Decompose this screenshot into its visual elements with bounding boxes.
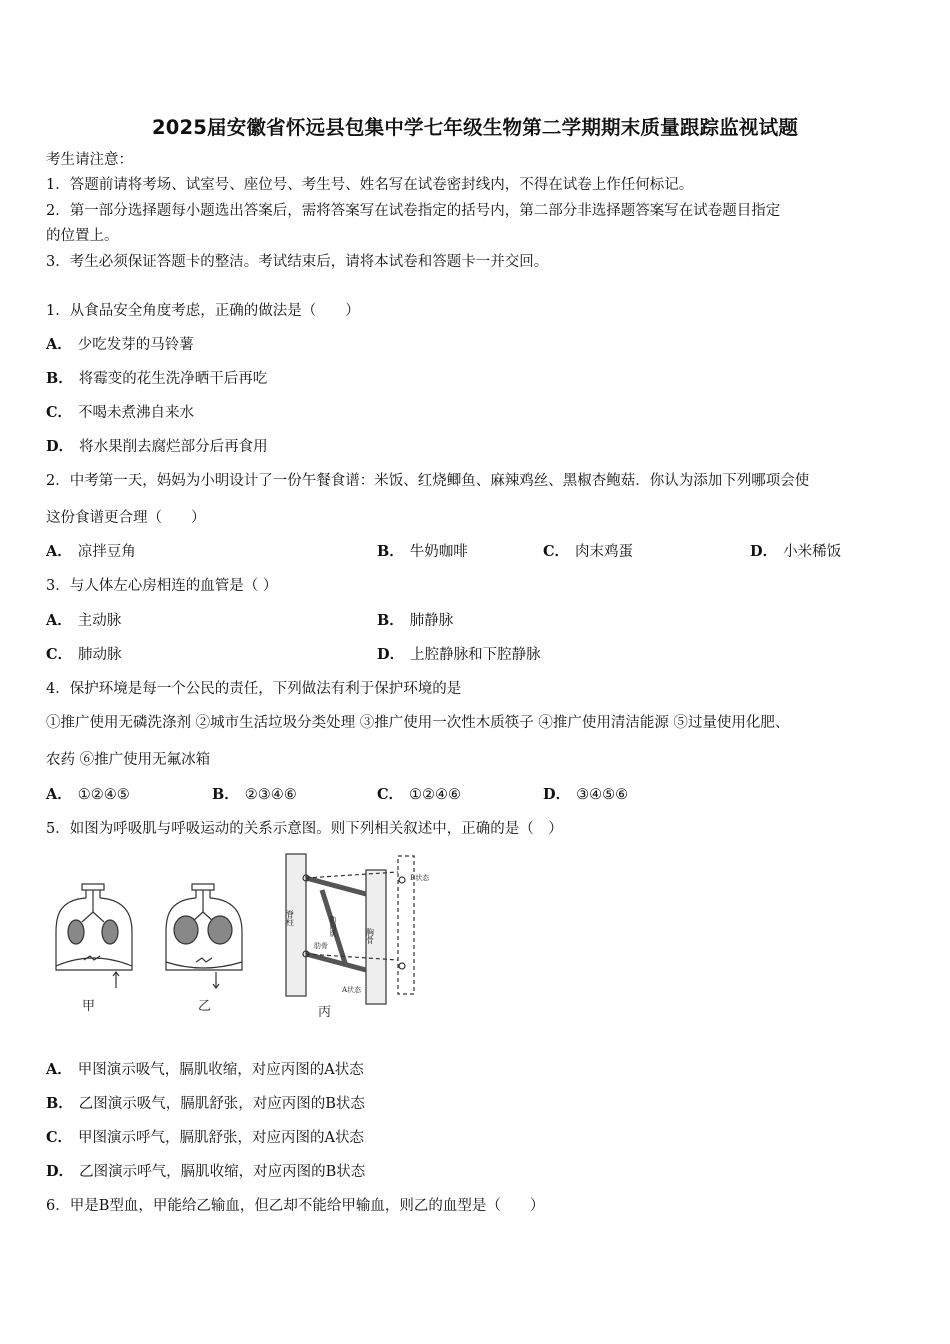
option-letter: A． [46, 543, 72, 560]
option-letter: C． [377, 786, 404, 803]
q4-option-d [543, 786, 628, 804]
option-letter: B． [212, 786, 239, 803]
q3-option-c [46, 646, 122, 664]
q3-stem: 3．与人体左心房相连的血管是（ ） [46, 578, 278, 594]
option-text: 肺静脉 [409, 613, 454, 629]
option-text: 上腔静脉和下腔静脉 [410, 647, 541, 663]
figure-label-state-a: A状态 [342, 986, 362, 994]
q1-option-b [46, 370, 267, 388]
notice-item-3: 3．考生必须保证答题卡的整洁。考试结束后，请将本试卷和答题卡一并交回。 [46, 254, 549, 270]
q2-stem-line1: 2．中考第一天，妈妈为小明设计了一份午餐食谱：米饭、红烧鲫鱼、麻辣鸡丝、黑椒杏鲍菇．你认为添加下列哪项会使 [46, 473, 810, 489]
option-text: 将霉变的花生洗净晒干后再吃 [78, 371, 268, 387]
option-text: 乙图演示吸气，膈肌舒张，对应丙图的B状态 [78, 1096, 365, 1112]
option-text: 少吃发芽的马铃薯 [77, 337, 194, 353]
breathing-diagram [46, 850, 430, 1020]
q4-option-a [46, 786, 130, 804]
option-text: 肉末鸡蛋 [575, 544, 634, 560]
option-text: ①②④⑥ [409, 787, 462, 803]
option-text: 甲图演示呼气，膈肌舒张，对应丙图的A状态 [78, 1130, 365, 1146]
q2-option-b [377, 543, 468, 561]
option-text: 乙图演示呼气，膈肌收缩，对应丙图的B状态 [79, 1164, 366, 1180]
notice-item-1: 1．答题前请将考场、试室号、座位号、考生号、姓名写在试卷密封线内，不得在试卷上作任何标记。 [46, 177, 694, 193]
q3-option-a [46, 612, 121, 630]
option-letter: C． [46, 646, 73, 663]
notice-heading: 考生请注意： [46, 152, 133, 168]
notice-item-2-cont: 的位置上。 [46, 228, 119, 244]
option-letter: D． [543, 786, 571, 803]
q5-stem: 5．如图为呼吸肌与呼吸运动的关系示意图。则下列相关叙述中，正确的是（ ） [46, 821, 563, 837]
q2-stem-line2: 这份食谱更合理（ ） [46, 510, 206, 526]
q3-option-b [377, 612, 453, 630]
bell-jar-yi-icon [166, 884, 242, 988]
option-letter: C． [543, 543, 570, 560]
option-letter: B． [46, 370, 73, 387]
q5-option-a [46, 1061, 364, 1079]
q1-option-c [46, 404, 194, 422]
figure-label-jia: 甲 [82, 999, 96, 1014]
option-letter: C． [46, 1129, 73, 1146]
q1-option-d [46, 438, 268, 456]
q5-option-b [46, 1095, 365, 1113]
option-text: 将水果削去腐烂部分后再食用 [79, 439, 268, 455]
q4-option-c [377, 786, 461, 804]
q4-items-line2: 农药 ⑥推广使用无氟冰箱 [46, 752, 211, 768]
figure-label-state-b: B状态 [410, 874, 430, 882]
option-text: 凉拌豆角 [77, 544, 136, 560]
q4-option-b [212, 786, 297, 804]
option-text: ①②④⑤ [77, 787, 130, 803]
option-text: 肺动脉 [78, 647, 122, 663]
figure-label-yi: 乙 [198, 999, 212, 1014]
q2-option-d [750, 543, 841, 561]
option-text: 牛奶咖啡 [409, 544, 468, 560]
figure-label-sternum: 胸骨 [365, 928, 375, 944]
q4-items-line1: ①推广使用无磷洗涤剂 ②城市生活垃圾分类处理 ③推广使用一次性木质筷子 ④推广使用清洁能源 ⑤过量使用化肥、 [46, 715, 790, 731]
q2-option-a [46, 543, 136, 561]
bell-jar-jia-icon [56, 884, 132, 988]
figure-label-spine: 脊柱 [285, 910, 295, 926]
option-letter: D． [46, 438, 74, 455]
option-text: 不喝未煮沸自来水 [78, 405, 195, 421]
q2-option-c [543, 543, 633, 561]
q1-option-a [46, 336, 194, 354]
q1-stem: 1．从食品安全角度考虑，正确的做法是（ ） [46, 303, 360, 319]
option-letter: D． [377, 646, 405, 663]
option-letter: D． [750, 543, 778, 560]
exam-title: 2025届安徽省怀远县包集中学七年级生物第二学期期末质量跟踪监视试题 [151, 116, 799, 139]
option-letter: A． [46, 612, 72, 629]
option-letter: B． [46, 1095, 73, 1112]
option-text: ②③④⑥ [244, 787, 297, 803]
option-text: 主动脉 [77, 613, 122, 629]
option-text: 甲图演示吸气，膈肌收缩，对应丙图的A状态 [77, 1062, 364, 1078]
q5-option-d [46, 1163, 365, 1181]
option-letter: A． [46, 1061, 72, 1078]
figure-label-rib: 肋骨 [314, 942, 328, 950]
rib-model-bing-icon [286, 854, 414, 1004]
option-letter: A． [46, 786, 72, 803]
figure-label-muscle: 肋间肌 [329, 916, 337, 937]
q4-stem: 4．保护环境是每一个公民的责任，下列做法有利于保护环境的是 [46, 681, 462, 697]
option-letter: A． [46, 336, 72, 353]
q6-stem: 6．甲是B型血，甲能给乙输血，但乙却不能给甲输血，则乙的血型是（ ） [46, 1198, 545, 1214]
option-letter: B． [377, 612, 404, 629]
option-letter: B． [377, 543, 404, 560]
notice-item-2: 2．第一部分选择题每小题选出答案后，需将答案写在试卷指定的括号内，第二部分非选择题答案写在试卷题目指定 [46, 203, 781, 219]
option-letter: D． [46, 1163, 74, 1180]
option-letter: C． [46, 404, 73, 421]
figure-label-bing: 丙 [318, 1005, 332, 1020]
option-text: 小米稀饭 [783, 544, 842, 560]
option-text: ③④⑤⑥ [576, 787, 629, 803]
q3-option-d [377, 646, 541, 664]
q5-option-c [46, 1129, 364, 1147]
